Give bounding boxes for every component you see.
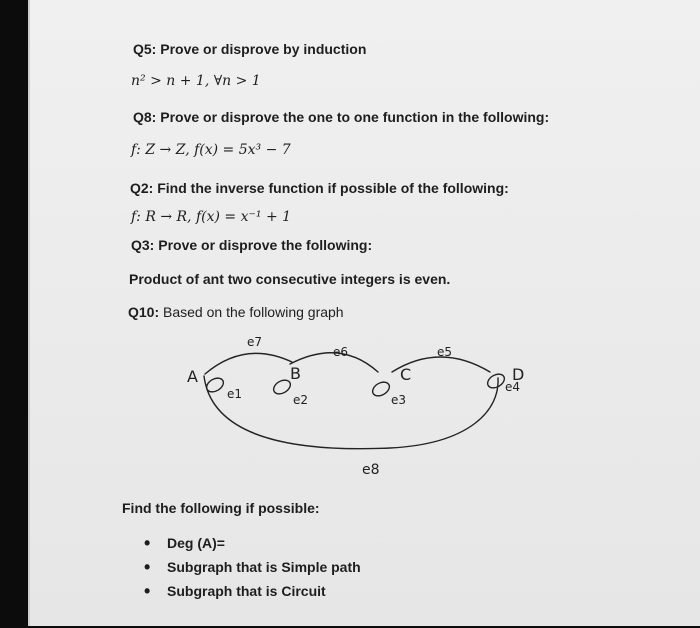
label-e3: e3 bbox=[391, 393, 407, 407]
loop-e4 bbox=[485, 371, 507, 390]
find-item-deg: • Deg (A)= bbox=[140, 535, 361, 559]
loop-e3 bbox=[370, 379, 392, 398]
vertex-B: B bbox=[290, 364, 301, 383]
q3-statement: Product of ant two consecutive integers is even. bbox=[129, 271, 451, 287]
q10-heading: Q10: Based on the following graph bbox=[128, 304, 344, 320]
q2-heading: Q2: Find the inverse function if possible of the following: bbox=[130, 180, 509, 196]
label-e6: e6 bbox=[333, 345, 349, 359]
edge-e7 bbox=[205, 353, 292, 374]
edge-e8 bbox=[204, 376, 498, 449]
label-e8: e8 bbox=[362, 462, 380, 478]
vertex-D: D bbox=[512, 365, 525, 384]
q8-formula: f: Z → Z, f(x) = 5x³ − 7 bbox=[131, 142, 291, 158]
q8-heading: Q8: Prove or disprove the one to one function in the following: bbox=[133, 109, 550, 125]
find-item-circuit: • Subgraph that is Circuit bbox=[140, 583, 361, 607]
label-e1: e1 bbox=[227, 387, 243, 401]
q3-heading: Q3: Prove or disprove the following: bbox=[131, 237, 373, 253]
q2-formula: f: R → R, f(x) = x⁻¹ + 1 bbox=[131, 209, 292, 225]
find-heading: Find the following if possible: bbox=[122, 500, 320, 516]
label-e5: e5 bbox=[437, 345, 453, 359]
label-e4: e4 bbox=[505, 380, 521, 394]
find-list bbox=[140, 535, 361, 607]
vertex-C: C bbox=[400, 365, 412, 384]
q5-formula: n² > n + 1, ∀n > 1 bbox=[131, 73, 261, 89]
label-e2: e2 bbox=[293, 393, 309, 407]
vertex-A: A bbox=[187, 367, 198, 386]
label-e7: e7 bbox=[247, 335, 263, 349]
q5-heading: Q5: Prove or disprove by induction bbox=[133, 41, 367, 57]
find-item-simple-path: • Subgraph that is Simple path bbox=[140, 559, 361, 583]
